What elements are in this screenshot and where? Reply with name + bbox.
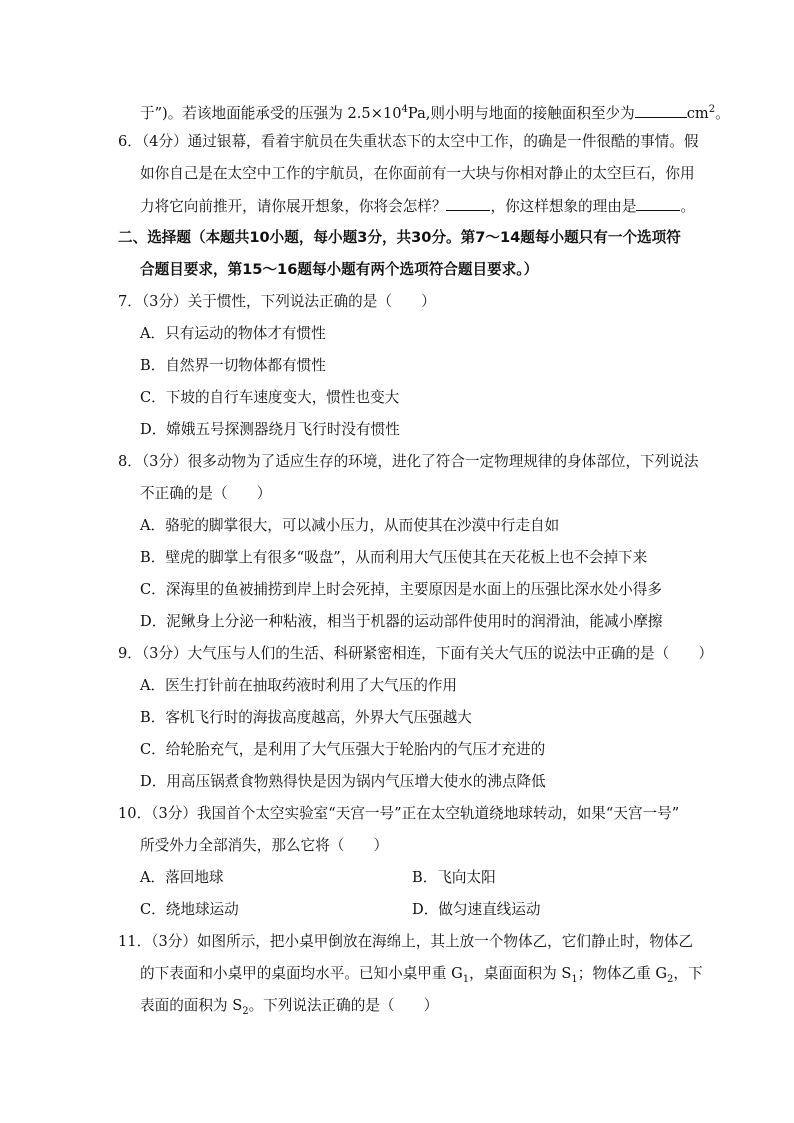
q7-option-b[interactable]: B．自然界一切物体都有惯性 [140, 357, 326, 374]
q5-text: 于”)。若该地面能承受的压强为 2.5×10 [140, 104, 402, 122]
section-2-header-line-1 [118, 228, 681, 248]
q6-text-1: 通过银幕，看着宇航员在失重状态下的太空中工作，的确是一件很酷的事情。假 [187, 133, 699, 150]
q8-option-c[interactable]: C．深海里的鱼被捕捞到岸上时会死掉，主要原因是水面上的压强比深水处小得多 [140, 581, 662, 598]
section-2-title: 二、选择题（本题共10小题，每小题3分，共30分。第7～14题每小题只有一个选项符 [118, 229, 681, 246]
q11-g1-subscript: 1 [462, 973, 470, 985]
q10-stem-2: 所受外力全部消失，那么它将（ ） [140, 837, 389, 854]
q6-text-2: 如你自己是在太空中工作的宇航员，在你面前有一大块与你相对静止的太空巨石，你用 [140, 165, 695, 182]
q6-line-3 [140, 196, 695, 217]
q6-answer-blank-2[interactable] [636, 196, 680, 211]
q6-number: 6． [118, 133, 142, 150]
q11-stem-3 [140, 996, 438, 1022]
q11-s2-subscript: 2 [242, 1005, 249, 1017]
q6-line-2 [140, 164, 695, 184]
q11-text-2b: ，桌面面积为 S [469, 965, 572, 982]
q5-answer-blank[interactable] [635, 103, 687, 118]
q11-s1-subscript: 1 [571, 973, 578, 985]
q10-option-d[interactable]: D．做匀速直线运动 [412, 901, 541, 918]
q10-stem-1: 10．（3分）我国首个太空实验室“天宫一号”正在太空轨道绕地球转动，如果“天宫一号” [118, 805, 680, 822]
q8-option-b[interactable]: B．壁虎的脚掌上有很多“吸盘”，从而利用大气压使其在天花板上也不会掉下来 [140, 549, 648, 566]
q11-stem-1: 11．（3分）如图所示，把小桌甲倒放在海绵上，其上放一个物体乙，它们静止时，物体乙 [118, 933, 694, 950]
q9-option-c[interactable]: C．给轮胎充气，是利用了大气压强大于轮胎内的气压才充进的 [140, 741, 546, 758]
q7-option-d[interactable]: D．嫦娥五号探测器绕月飞行时没有惯性 [140, 421, 400, 438]
q6-text-3c: 。 [680, 198, 696, 215]
section-2-header-line-2 [140, 260, 538, 280]
q5-period: 。 [715, 104, 730, 122]
q5-unit-exponent: 2 [708, 104, 716, 115]
q5-exponent: 4 [401, 104, 408, 115]
q7-stem: 7．（3分）关于惯性，下列说法正确的是（ ） [118, 293, 436, 310]
q11-text-3b: 。下列说法正确的是（ ） [248, 997, 439, 1014]
q5-tail-line [140, 100, 730, 124]
q9-option-d[interactable]: D．用高压锅煮食物熟得快是因为锅内气压增大使水的沸点降低 [140, 773, 546, 790]
q8-stem-2: 不正确的是（ ） [140, 485, 272, 502]
q11-text-2d: ，下 [673, 965, 703, 982]
q11-text-3a: 表面的面积为 S [140, 997, 243, 1014]
q11-text-2: 的下表面和小桌甲的桌面均水平。已知小桌甲重 G [140, 965, 463, 982]
q6-text-3b: ，你这样想象的理由是 [490, 198, 637, 215]
q8-option-a[interactable]: A．骆驼的脚掌很大，可以减小压力，从而使其在沙漠中行走自如 [140, 517, 560, 534]
q11-stem-2 [140, 964, 703, 990]
q8-stem-1: 8．（3分）很多动物为了适应生存的环境，进化了符合一定物理规律的身体部位，下列说法 [118, 453, 699, 470]
q10-option-b[interactable]: B．飞向太阳 [412, 869, 496, 886]
q11-text-2c: ；物体乙重 G [577, 965, 668, 982]
q7-option-c[interactable]: C．下坡的自行车速度变大，惯性也变大 [140, 389, 400, 406]
q6-line-1 [118, 132, 698, 152]
q5-text-2: Pa,则小明与地面的接触面积至少为 [407, 104, 635, 122]
q9-stem: 9．（3分）大气压与人们的生活、科研紧密相连，下面有关大气压的说法中正确的是（ ） [118, 645, 714, 662]
q10-option-c[interactable]: C．绕地球运动 [140, 901, 239, 918]
q5-unit: cm [686, 104, 709, 122]
q6-answer-blank-1[interactable] [446, 196, 490, 211]
q10-option-a[interactable]: A．落回地球 [140, 869, 224, 886]
q9-option-a[interactable]: A．医生打针前在抽取药液时利用了大气压的作用 [140, 677, 458, 694]
q6-text-3a: 力将它向前推开，请你展开想象，你将会怎样？ [140, 198, 447, 215]
q9-option-b[interactable]: B．客机飞行时的海拔高度越高，外界大气压强越大 [140, 709, 472, 726]
q11-g2-subscript: 2 [667, 973, 674, 985]
q7-option-a[interactable]: A．只有运动的物体才有惯性 [140, 325, 326, 342]
q8-option-d[interactable]: D．泥鳅身上分泌一种粘液，相当于机器的运动部件使用时的润滑油，能减小摩擦 [140, 613, 663, 630]
section-2-instructions: 合题目要求，第15～16题每小题有两个选项符合题目要求。） [140, 261, 539, 278]
q6-score: （4分） [141, 133, 188, 150]
